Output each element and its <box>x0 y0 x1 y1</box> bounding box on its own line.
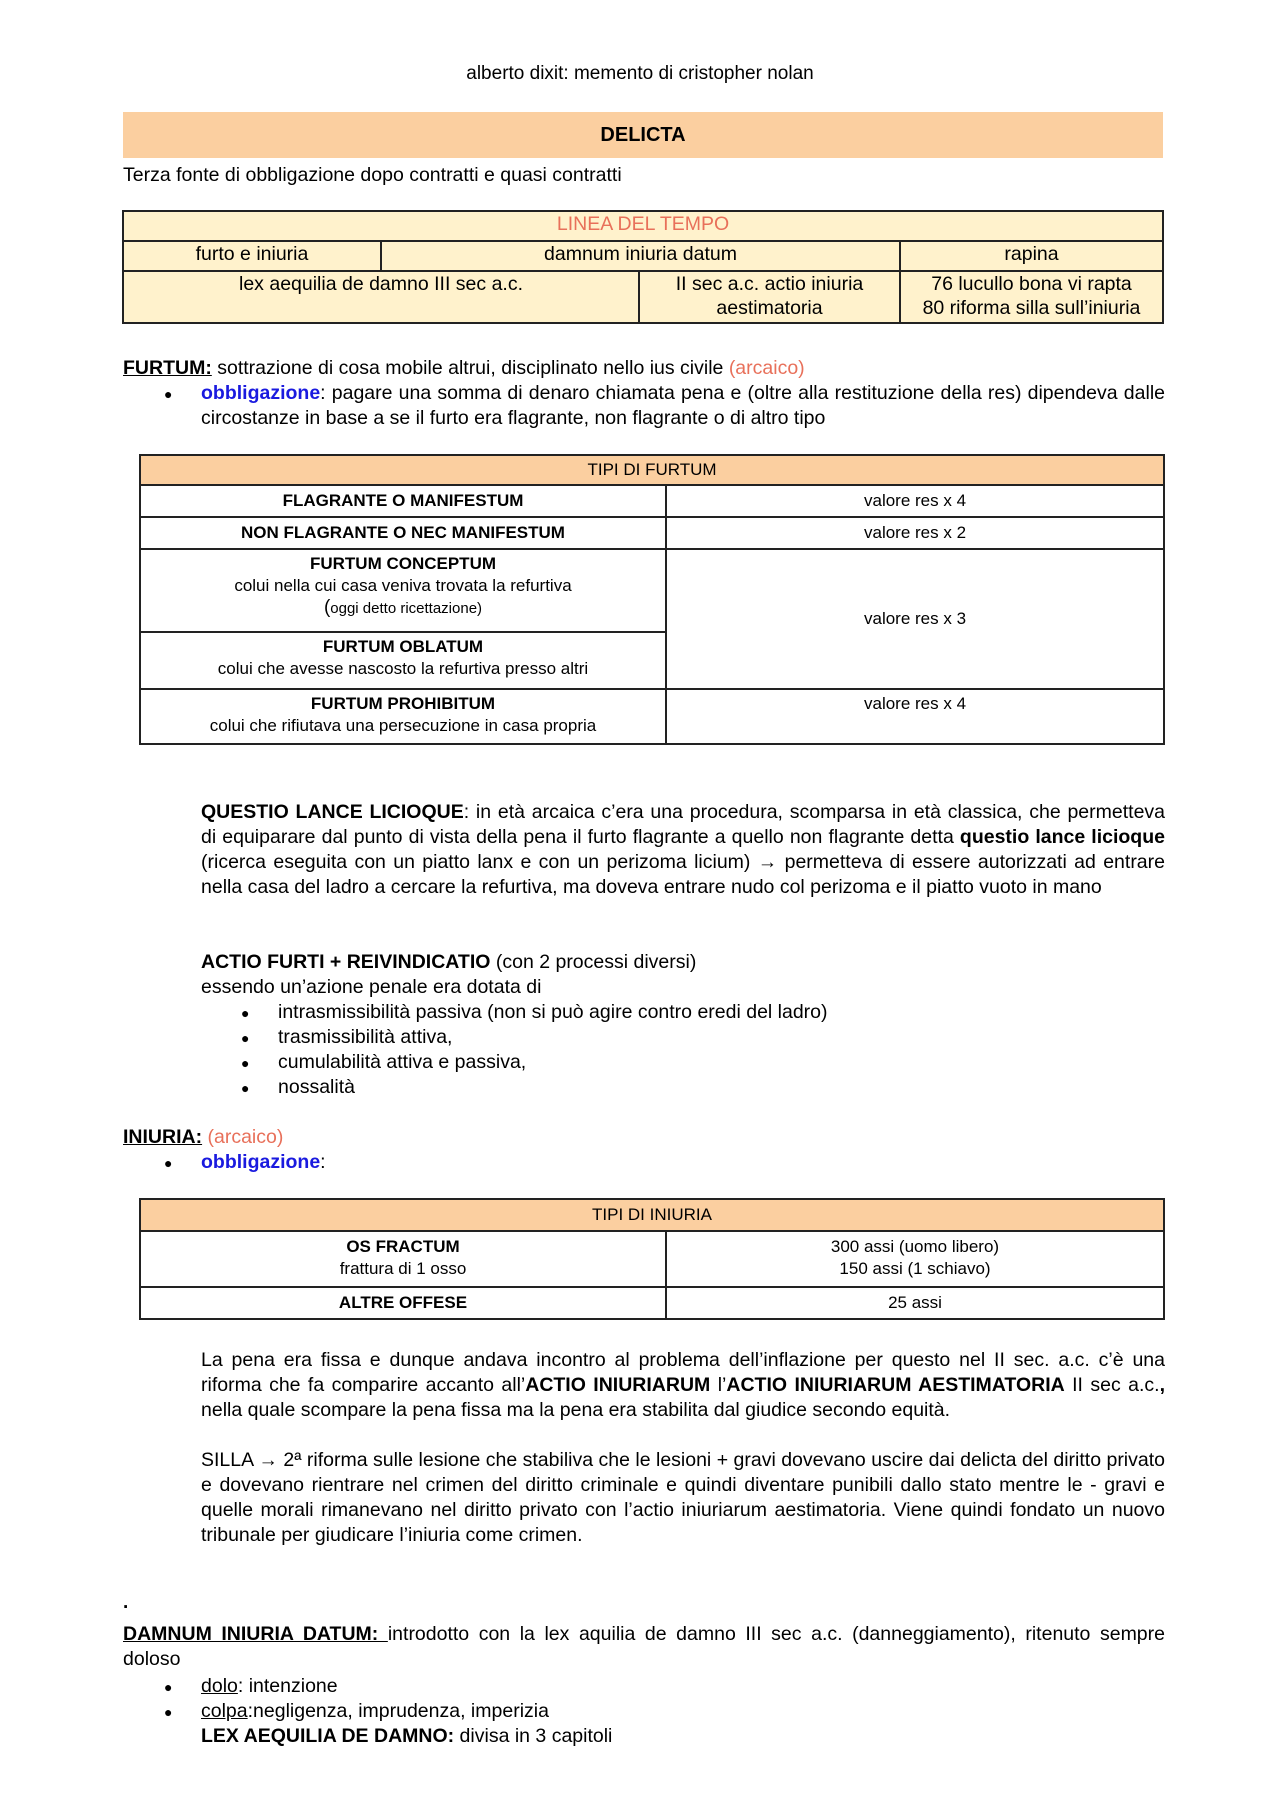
colpa-item <box>201 1699 549 1724</box>
furtum-type: FURTUM PROHIBITUM <box>310 694 496 713</box>
furtum-value: valore res x 2 <box>666 517 1164 549</box>
actio-line2: essendo un’azione penale era dotata di <box>201 976 542 998</box>
iniuria-label: INIURIA: <box>123 1126 203 1148</box>
furtum-type-cell <box>140 549 666 632</box>
questio-text-2: (ricerca eseguita con un piatto lanx e con un perizoma licium) → permetteva di essere autorizzati ad entrare nella casa del ladro a cercare la refurtiva, ma doveva entrare nudo col perizoma e il piatto vuoto in mano <box>201 851 1165 898</box>
pena-text: II sec a.c. <box>1064 1374 1160 1396</box>
furtum-bullet <box>201 381 1165 431</box>
furtum-bullet-text: : pagare una somma di denaro chiamata pena e (oltre alla restituzione della res) dipendeva dalle circostanze in base a se il furto era flagrante, non flagrante o di altro tipo <box>201 382 1165 429</box>
obbligazione-label: obbligazione <box>201 382 321 404</box>
colpa-text: :negligenza, imprudenza, imperizia <box>247 1700 549 1722</box>
obbligazione-label: obbligazione <box>201 1151 321 1173</box>
timeline-table <box>122 210 1164 324</box>
damnum-text: introdotto con la lex aquilia de damno III sec a.c. (danneggiamento), ritenuto sempre doloso <box>123 1623 1165 1670</box>
furtum-type-cell <box>140 689 666 744</box>
furtum-value: valore res x 3 <box>666 549 1164 689</box>
furtum-desc: colui che avesse nascosto la refurtiva presso altri <box>217 659 589 678</box>
iniuria-value: 300 assi (uomo libero) <box>830 1237 1000 1256</box>
page-header: alberto dixit: memento di cristopher nolan <box>466 63 814 84</box>
actio-item: cumulabilità attiva e passiva, <box>278 1051 527 1073</box>
furtum-type-cell <box>140 632 666 689</box>
lex-text: divisa in 3 capitoli <box>454 1725 613 1747</box>
tipi-furtum-table <box>139 454 1165 745</box>
furtum-type: FURTUM CONCEPTUM <box>309 554 497 573</box>
dolo-item <box>201 1674 338 1699</box>
furtum-type: NON FLAGRANTE O NEC MANIFESTUM <box>140 517 666 549</box>
pena-bold: , <box>1159 1374 1165 1396</box>
tipi-furtum-heading: TIPI DI FURTUM <box>140 455 1164 485</box>
timeline-cell: lex aequilia de damno III sec a.c. <box>123 271 639 323</box>
lex-aequilia-line <box>201 1724 612 1749</box>
furtum-note <box>145 597 661 620</box>
pena-text: La pena era fissa e dunque andava incontro al problema dell’inflazione per questo nel II sec. a.c. c’è una riforma che fa comparire accanto all’ <box>201 1349 1165 1396</box>
furtum-heading <box>123 356 1165 381</box>
furtum-tag: (arcaico) <box>728 357 805 379</box>
iniuria-heading <box>123 1125 283 1150</box>
note-text: oggi detto ricettazione) <box>330 600 483 617</box>
actio-item: nossalità <box>278 1076 355 1098</box>
questio-paragraph <box>201 800 1165 900</box>
damnum-paragraph <box>123 1622 1165 1672</box>
actio-heading <box>201 950 696 975</box>
timeline-cell: furto e iniuria <box>123 241 381 271</box>
pena-bold: ACTIO INIURIARUM AESTIMATORIA <box>726 1374 1065 1396</box>
iniuria-type-cell <box>140 1231 666 1287</box>
furtum-desc: colui che rifiutava una persecuzione in casa propria <box>209 716 597 735</box>
iniuria-tag: (arcaico) <box>207 1126 284 1148</box>
iniuria-type: ALTRE OFFESE <box>140 1287 666 1319</box>
pena-text: nella quale scompare la pena fissa ma la pena era stabilita dal giudice secondo equità. <box>201 1399 951 1421</box>
bullet-icon: ● <box>241 1080 250 1096</box>
furtum-text: sottrazione di cosa mobile altrui, disciplinato nello ius civile <box>211 357 729 379</box>
actio-label: ACTIO FURTI + REIVINDICATIO <box>201 951 491 973</box>
iniuria-desc: frattura di 1 osso <box>339 1259 467 1278</box>
timeline-heading: LINEA DEL TEMPO <box>123 211 1163 241</box>
timeline-cell: damnum iniuria datum <box>381 241 900 271</box>
timeline-cell-line: 76 lucullo bona vi rapta <box>931 273 1132 295</box>
section-title <box>123 112 1163 158</box>
section-title-text: DELICTA <box>600 124 686 146</box>
iniuria-bullet <box>201 1150 326 1175</box>
bullet-icon: ● <box>164 1679 173 1695</box>
furtum-desc: colui nella cui casa veniva trovata la refurtiva <box>234 576 572 595</box>
actio-item: trasmissibilità attiva, <box>278 1026 453 1048</box>
tipi-iniuria-heading: TIPI DI INIURIA <box>140 1199 1164 1231</box>
questio-text: : in età arcaica c’era una procedura, scomparsa in età classica, che permetteva di equiparare dal punto di vista della pena il furto flagrante a quello non flagrante detta <box>201 801 1166 848</box>
bullet-icon: ● <box>241 1030 250 1046</box>
bullet-icon: ● <box>241 1005 250 1021</box>
pena-bold: ACTIO INIURIARUM <box>525 1374 711 1396</box>
iniuria-value-cell <box>666 1231 1164 1287</box>
questio-bold: questio lance licioque <box>959 826 1165 848</box>
pena-text: l’ <box>710 1374 727 1396</box>
timeline-cell <box>900 271 1163 323</box>
dolo-text: : intenzione <box>237 1675 338 1697</box>
actio-text: (con 2 processi diversi) <box>490 951 697 973</box>
bullet-icon: ● <box>164 1155 173 1171</box>
furtum-type: FLAGRANTE O MANIFESTUM <box>140 485 666 517</box>
note-paren: ( <box>323 597 331 618</box>
furtum-value: valore res x 4 <box>666 689 1164 744</box>
iniuria-bullet-text: : <box>320 1151 326 1173</box>
questio-label: QUESTIO LANCE LICIOQUE <box>201 801 464 823</box>
timeline-cell: rapina <box>900 241 1163 271</box>
lex-label: LEX AEQUILIA DE DAMNO: <box>201 1725 455 1747</box>
iniuria-value: 25 assi <box>666 1287 1164 1319</box>
iniuria-value: 150 assi (1 schiavo) <box>839 1259 991 1278</box>
furtum-type: FURTUM OBLATUM <box>322 637 484 656</box>
intro-text: Terza fonte di obbligazione dopo contratti e quasi contratti <box>123 164 622 186</box>
tipi-iniuria-table <box>139 1198 1165 1320</box>
colpa-label: colpa <box>201 1700 248 1722</box>
furtum-label: FURTUM: <box>123 357 212 379</box>
actio-item: intrasmissibilità passiva (non si può agire contro eredi del ladro) <box>278 1001 828 1023</box>
timeline-cell-line: 80 riforma silla sull’iniuria <box>922 297 1141 319</box>
pena-paragraph <box>201 1348 1165 1423</box>
damnum-label: DAMNUM INIURIA DATUM: <box>123 1623 388 1645</box>
bullet-icon: ● <box>241 1055 250 1071</box>
dolo-label: dolo <box>201 1675 238 1697</box>
silla-paragraph: SILLA → 2ª riforma sulle lesione che stabiliva che le lesioni + gravi dovevano uscire dai delicta del diritto privato e dovevano rientrare nel crimen del diritto criminale e quindi diventare punibili dallo stato mentre le - gravi e quelle morali rimanevano nel diritto privato con l’actio iniuriarum aestimatoria. Viene quindi fondato un nuovo tribunale per giudicare l’iniuria come crimen. <box>201 1449 1165 1546</box>
timeline-cell: II sec a.c. actio iniuria aestimatoria <box>639 271 900 323</box>
bullet-icon: ● <box>164 1704 173 1720</box>
iniuria-type: OS FRACTUM <box>346 1237 460 1256</box>
bullet-icon: ● <box>164 386 173 402</box>
stray-dot: . <box>123 1592 129 1613</box>
furtum-value: valore res x 4 <box>666 485 1164 517</box>
